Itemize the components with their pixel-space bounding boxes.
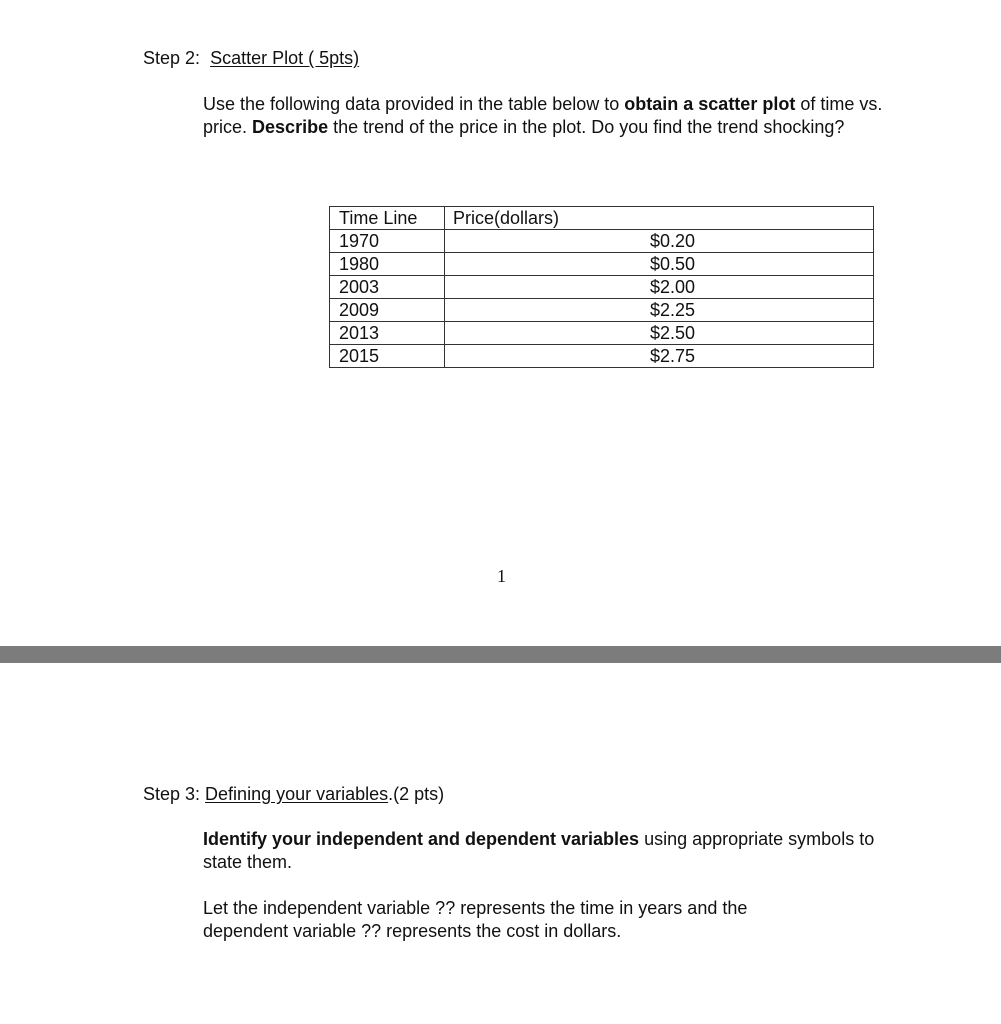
instructions-text-2: of time vs. price. — [203, 94, 883, 137]
price-cell: $2.75 — [445, 345, 874, 368]
price-cell: $0.20 — [445, 230, 874, 253]
year-cell: 1970 — [330, 230, 445, 253]
table-row — [330, 253, 874, 276]
instructions-text-3: the trend of the price in the plot. Do you find the trend shocking? — [328, 117, 845, 137]
year-cell: 2009 — [330, 299, 445, 322]
instructions-bold-2: Describe — [252, 117, 329, 137]
instructions-bold-1: obtain a scatter plot — [624, 94, 796, 114]
price-cell: $2.25 — [445, 299, 874, 322]
price-cell: $2.50 — [445, 322, 874, 345]
step-3-heading — [143, 783, 444, 805]
year-cell: 2015 — [330, 345, 445, 368]
document-page-2 — [0, 663, 1001, 1024]
step-3-suffix: .(2 pts) — [388, 784, 445, 804]
page-number: 1 — [497, 566, 506, 586]
instructions-text-1: Use the following data provided in the table below to — [203, 94, 625, 114]
table-row — [330, 299, 874, 322]
price-cell: $2.00 — [445, 276, 874, 299]
step-2-label: Step 2: — [143, 48, 201, 68]
let-variables-text: Let the independent variable ?? represents the time in years and the dependent variable ?? represents the cost in dollars. — [203, 898, 748, 941]
table-row — [330, 276, 874, 299]
table-row — [330, 345, 874, 368]
instructions-bold: Identify your independent and dependent variables — [203, 829, 640, 849]
year-cell: 2003 — [330, 276, 445, 299]
step-3-title: Defining your variables — [205, 784, 389, 804]
step-2-title: Scatter Plot ( 5pts) — [210, 48, 360, 68]
instructions-rest: using appropriate symbols to state them. — [203, 829, 875, 872]
price-cell: $0.50 — [445, 253, 874, 276]
header-price: Price(dollars) — [445, 207, 874, 230]
page-separator — [0, 646, 1001, 663]
table-header-row — [330, 207, 874, 230]
year-cell: 2013 — [330, 322, 445, 345]
year-cell: 1980 — [330, 253, 445, 276]
price-table — [329, 206, 874, 368]
step-2-instructions — [203, 93, 883, 139]
table-row — [330, 322, 874, 345]
header-time-line: Time Line — [330, 207, 445, 230]
table-row — [330, 230, 874, 253]
step-3-label: Step 3: — [143, 784, 206, 804]
step-3-instructions — [203, 828, 883, 874]
step-2-heading — [143, 47, 359, 69]
